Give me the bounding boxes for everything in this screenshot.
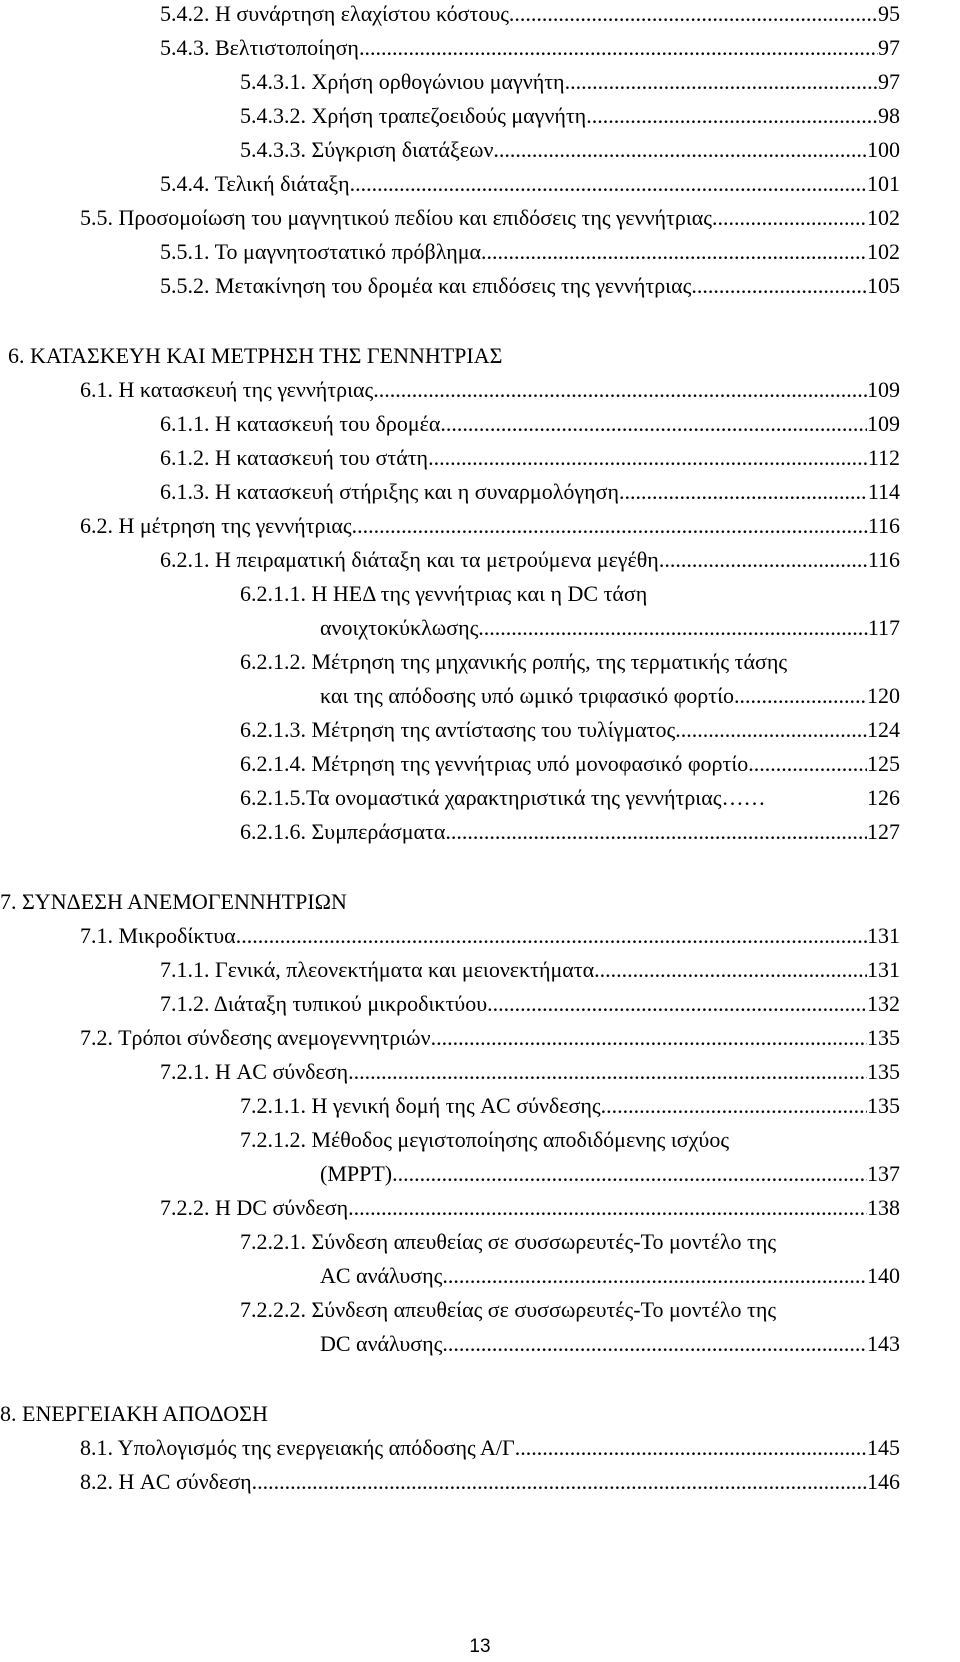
toc-page-number: 116 [867, 513, 900, 538]
toc-leader-dots [359, 34, 878, 62]
toc-page-number: 97 [878, 69, 900, 94]
toc-entry-title: 7.2.2. Η DC σύνδεση [160, 1195, 349, 1220]
toc-entry-title: 7.1. Μικροδίκτυα [80, 923, 236, 948]
toc-page-number: 102 [867, 205, 900, 230]
toc-entry-title: 6.2.1. Η πειραματική διάταξη και τα μετρούμενα μεγέθη [160, 547, 659, 572]
toc-entry-title: 6.1. Η κατασκευή της γεννήτριας [80, 377, 374, 402]
toc-page-number: 145 [867, 1435, 900, 1460]
toc-entry-title[interactable]: 6.2.1.1. Η ΗΕΔ της γεννήτριας και η DC τάση [240, 581, 648, 606]
toc-entry-title: 6.1.1. Η κατασκευή του δρομέα [160, 411, 441, 436]
toc-entry-title: 5.4.3.3. Σύγκριση διατάξεων [240, 137, 494, 162]
toc-page-number: 116 [867, 547, 900, 572]
toc-chapter-heading[interactable]: 8. ΕΝΕΡΓΕΙΑΚΗ ΑΠΟΔΟΣΗ [0, 1401, 268, 1426]
toc-entry-title: 6.1.2. Η κατασκευή του στάτη [160, 445, 429, 470]
toc-entry-title: 8.1. Υπολογισμός της ενεργειακής απόδοσης Α/Γ [80, 1435, 515, 1460]
toc-chapter-heading[interactable]: 7. ΣΥΝΔΕΣΗ ΑΝΕΜΟΓΕΝΝΗΤΡΙΩΝ [0, 889, 347, 914]
toc-page-number: 131 [867, 923, 900, 948]
toc-entry-title[interactable]: 7.2.1.2. Μέθοδος μεγιστοποίησης αποδιδόμενης ισχύος [240, 1127, 730, 1152]
toc-page-number: 101 [867, 171, 900, 196]
toc-leader-dots [565, 68, 878, 96]
toc-entry-continuation: ανοιχτοκύκλωσης [320, 615, 479, 640]
toc-page-number: 137 [867, 1161, 900, 1186]
toc-entry-continuation: (MPPT) [320, 1161, 393, 1186]
toc-entry-title: 6.2.1.6. Συμπεράσματα [240, 819, 446, 844]
toc-leader-dots [442, 1262, 867, 1290]
toc-leader-dots [236, 922, 867, 950]
toc-leader-dots [515, 1434, 867, 1462]
toc-entry-title[interactable]: 6.2.1.2. Μέτρηση της μηχανικής ροπής, της τερματικής τάσης [240, 649, 788, 674]
toc-leader-dots [734, 682, 867, 710]
toc-leader-dots [440, 410, 867, 438]
toc-page-number: 117 [867, 615, 900, 640]
toc-entry-title: 6.2.1.3. Μέτρηση της αντίστασης του τυλίγματος [240, 717, 676, 742]
toc-page-number: 146 [867, 1469, 900, 1494]
toc-entry-title: 5.5.2. Μετακίνηση του δρομέα και επιδόσεις της γεννήτριας [160, 273, 692, 298]
toc-page-number: 132 [867, 991, 900, 1016]
toc-leader-dots [478, 614, 868, 642]
toc-leader-dots [586, 102, 878, 130]
toc-leader-dots [659, 546, 868, 574]
toc-page-number: 125 [867, 751, 900, 776]
toc-entry-title: 5.4.4. Τελική διάταξη [160, 171, 350, 196]
toc-leader-dots [675, 716, 867, 744]
toc-entry-title: 7.2.1. Η AC σύνδεση [160, 1059, 349, 1084]
toc-leader-dots [428, 444, 868, 472]
toc-entry-title: 7.1.1. Γενικά, πλεονεκτήματα και μειονεκτήματα [160, 957, 595, 982]
toc-page-number: 124 [867, 717, 900, 742]
toc-page-number: 97 [878, 35, 900, 60]
toc-leader-dots [252, 1468, 867, 1496]
toc-entry-continuation: DC ανάλυσης [320, 1331, 443, 1356]
toc-leader-dots [601, 1092, 867, 1120]
toc-leader-dots [748, 750, 867, 778]
toc-leader-dots [619, 478, 868, 506]
toc-page-number: 126 [867, 785, 900, 810]
toc-page-number: 131 [867, 957, 900, 982]
toc-page-number: 105 [867, 273, 900, 298]
toc-page-number: 143 [867, 1331, 900, 1356]
toc-entry-title: 5.4.3. Βελτιστοποίηση [160, 35, 359, 60]
toc-page-number: 120 [867, 683, 900, 708]
toc-entry-title: 5.4.2. Η συνάρτηση ελαχίστου κόστους [160, 1, 509, 26]
toc-page-number: 127 [867, 819, 900, 844]
toc-page-number: 95 [878, 1, 900, 26]
toc-leader-dots [392, 1160, 867, 1188]
toc-entry-title: 7.2. Τρόποι σύνδεσης ανεμογεννητριών [80, 1025, 431, 1050]
toc-chapter-heading[interactable]: 6. ΚΑΤΑΣΚΕΥΗ ΚΑΙ ΜΕΤΡΗΣΗ ΤΗΣ ΓΕΝΝΗΤΡΙΑΣ [8, 343, 503, 368]
toc-page-number: 135 [867, 1059, 900, 1084]
toc-entry-title[interactable]: 7.2.2.1. Σύνδεση απευθείας σε συσσωρευτές-Το μοντέλο της [240, 1229, 777, 1254]
toc-leader-dots [712, 204, 867, 232]
toc-page-number: 135 [867, 1025, 900, 1050]
toc-entry-title: 6.2. Η μέτρηση της γεννήτριας [80, 513, 352, 538]
toc-page-number: 102 [867, 239, 900, 264]
toc-entry-title: 7.2.1.1. Η γενική δομή της AC σύνδεσης [240, 1093, 601, 1118]
toc-leader-ellipsis: …… [721, 785, 766, 810]
toc-leader-dots [691, 272, 867, 300]
toc-page-number: 98 [878, 103, 900, 128]
toc-page-number: 112 [867, 445, 900, 470]
toc-leader-dots [487, 990, 867, 1018]
toc-leader-dots [373, 376, 867, 404]
toc-leader-dots [348, 1194, 867, 1222]
toc-entry-title: 7.1.2. Διάταξη τυπικού μικροδικτύου [160, 991, 488, 1016]
toc-entry-title: 5.5. Προσομοίωση του μαγνητικού πεδίου και επιδόσεις της γεννήτριας [80, 205, 713, 230]
toc-entry-title: 8.2. Η AC σύνδεση [80, 1469, 252, 1494]
toc-leader-dots [350, 170, 867, 198]
page-number: 13 [469, 1636, 491, 1657]
toc-entry-title: 5.4.3.2. Χρήση τραπεζοειδούς μαγνήτη [240, 103, 587, 128]
toc-leader-dots [509, 0, 878, 28]
toc-leader-dots [431, 1024, 867, 1052]
toc-entry-title: 5.5.1. Το μαγνητοστατικό πρόβλημα [160, 239, 482, 264]
toc-page-number: 138 [867, 1195, 900, 1220]
toc-page-number: 100 [867, 137, 900, 162]
toc-leader-dots [481, 238, 867, 266]
toc-page-number: 109 [867, 411, 900, 436]
toc-entry-continuation: και της απόδοσης υπό ωμικό τριφασικό φορτίο [320, 683, 735, 708]
toc-leader-dots [445, 818, 867, 846]
toc-page-number: 135 [867, 1093, 900, 1118]
toc-page-number: 109 [867, 377, 900, 402]
toc-entry-continuation: AC ανάλυσης [320, 1263, 443, 1288]
toc-leader-dots [348, 1058, 867, 1086]
toc-entry-title: 6.2.1.4. Μέτρηση της γεννήτριας υπό μονοφασικό φορτίο [240, 751, 749, 776]
toc-leader-dots [594, 956, 867, 984]
toc-leader-dots [352, 512, 868, 540]
toc-entry-title: 6.2.1.5.Τα ονομαστικά χαρακτηριστικά της γεννήτριας [240, 785, 722, 810]
toc-page-number: 140 [867, 1263, 900, 1288]
toc-entry-title[interactable]: 7.2.2.2. Σύνδεση απευθείας σε συσσωρευτές-Το μοντέλο της [240, 1297, 777, 1322]
toc-entry-title: 5.4.3.1. Χρήση ορθογώνιου μαγνήτη [240, 69, 565, 94]
toc-leader-dots [442, 1330, 867, 1358]
toc-entry-title: 6.1.3. Η κατασκευή στήριξης και η συναρμολόγηση [160, 479, 619, 504]
toc-page-number: 114 [867, 479, 900, 504]
toc-leader-dots [493, 136, 867, 164]
